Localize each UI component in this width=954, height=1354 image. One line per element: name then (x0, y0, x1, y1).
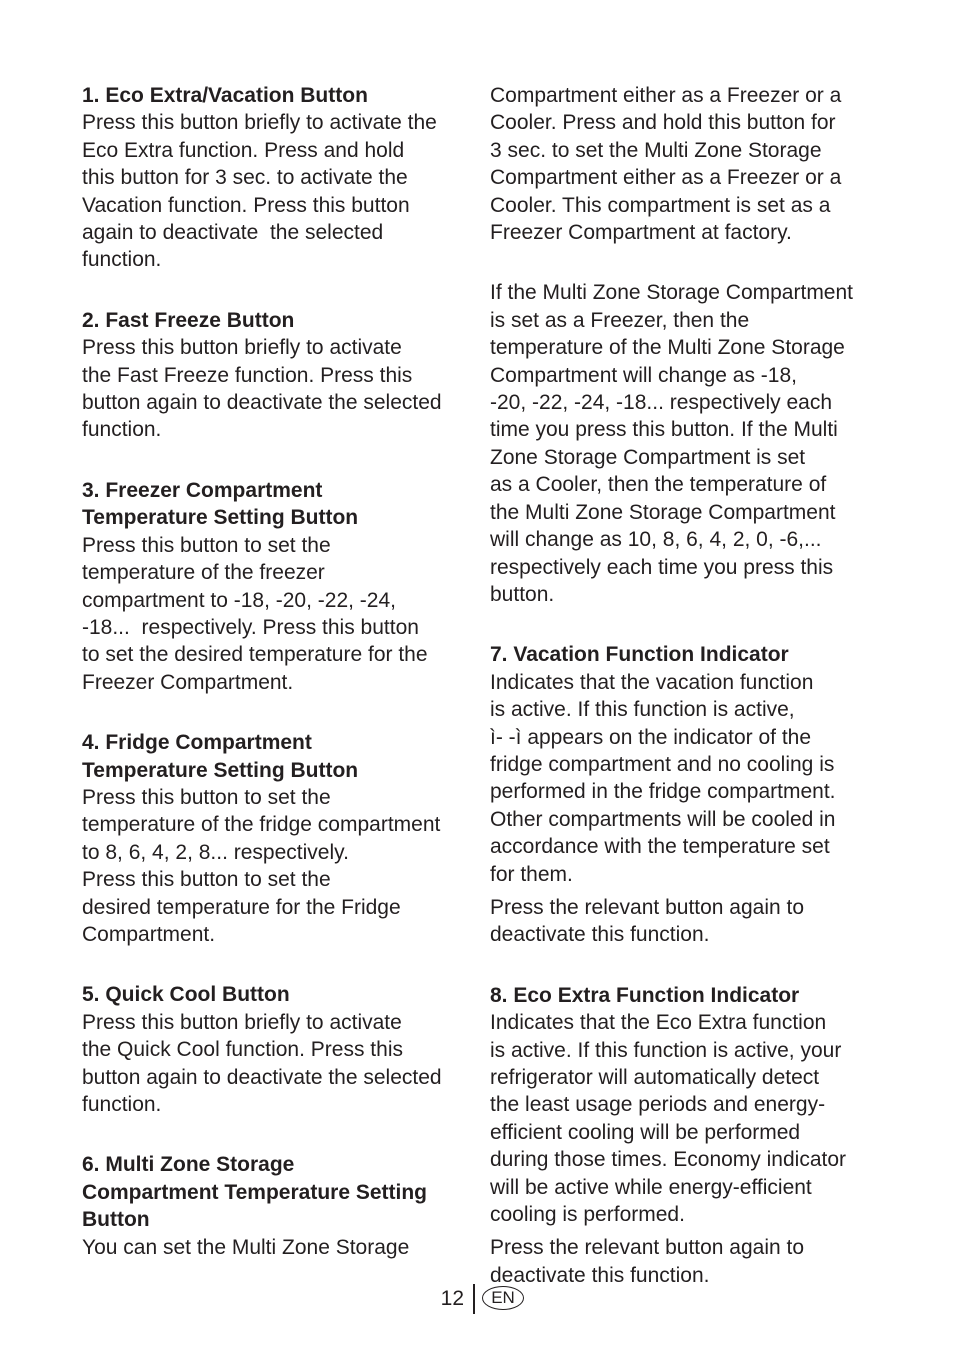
text-line: button again to deactivate the selected (82, 1065, 442, 1089)
text-line: cooling is performed. (490, 1203, 685, 1227)
text-line: this button for 3 sec. to activate the (82, 166, 408, 190)
text-line: Press this button briefly to activate (82, 336, 402, 360)
text-line: temperature of the fridge compartment (82, 813, 441, 837)
manual-section (490, 982, 880, 1289)
manual-section (490, 82, 880, 246)
text-line: deactivate this function. (490, 1263, 710, 1287)
text-line: Press this button to set the (82, 785, 331, 809)
body-paragraph (490, 279, 880, 608)
text-line: will be active while energy-efficient (490, 1175, 812, 1199)
text-line: compartment to -18, -20, -22, -24, (82, 588, 396, 612)
text-line: If the Multi Zone Storage Compartment (490, 281, 853, 305)
text-line: Zone Storage Compartment is set (490, 445, 806, 469)
text-line: as a Cooler, then the temperature of (490, 473, 827, 497)
body-paragraph (82, 334, 470, 444)
text-line: respectively each time you press this (490, 555, 834, 579)
text-line: ì- -ì appears on the indicator of the (490, 725, 812, 749)
section-heading: 7. Vacation Function Indicator (490, 643, 789, 667)
left-column (82, 82, 470, 1294)
manual-section (82, 82, 470, 274)
text-line: the Quick Cool function. Press this (82, 1038, 403, 1062)
text-line: function. (82, 418, 162, 442)
manual-section (490, 641, 880, 948)
section-heading: 1. Eco Extra/Vacation Button (82, 84, 368, 107)
text-line: Press this button briefly to activate the (82, 111, 437, 135)
text-line: to set the desired temperature for the (82, 643, 428, 667)
body-paragraph (490, 894, 880, 949)
body-paragraph (82, 532, 470, 696)
manual-section (82, 477, 470, 696)
body-paragraph (490, 1234, 880, 1289)
text-line: Vacation function. Press this button (82, 193, 410, 217)
body-paragraph (490, 82, 880, 246)
body-paragraph (490, 1009, 880, 1228)
text-line: You can set the Multi Zone Storage (82, 1235, 410, 1259)
text-line: function. (82, 248, 162, 272)
text-line: time you press this button. If the Multi (490, 418, 838, 442)
text-line: Compartment. (82, 922, 216, 946)
language-badge: EN (482, 1286, 524, 1310)
text-line: Press the relevant button again to (490, 1236, 805, 1260)
text-line: Compartment either as a Freezer or a (490, 166, 842, 190)
text-line: for them. (490, 862, 573, 886)
section-heading: Temperature Setting Button (82, 758, 359, 782)
body-paragraph (82, 109, 470, 273)
text-line: refrigerator will automatically detect (490, 1066, 820, 1089)
text-line: Press this button to set the (82, 868, 331, 892)
text-line: accordance with the temperature set (490, 835, 830, 859)
text-line: again to deactivate the selected (82, 221, 384, 245)
text-line: temperature of the Multi Zone Storage (490, 336, 845, 360)
text-line: Press this button briefly to activate (82, 1010, 402, 1034)
body-paragraph (490, 669, 880, 888)
text-line: the Fast Freeze function. Press this (82, 363, 413, 387)
section-heading: Temperature Setting Button (82, 506, 359, 530)
text-line: Compartment either as a Freezer or a (490, 84, 842, 107)
text-line: Freezer Compartment. (82, 670, 294, 694)
page-number: 12 (440, 1287, 464, 1310)
text-line: Other compartments will be cooled in (490, 807, 836, 831)
section-heading: 4. Fridge Compartment (82, 731, 312, 755)
manual-section (82, 729, 470, 948)
text-line: Press the relevant button again to (490, 895, 805, 919)
section-heading: 5. Quick Cool Button (82, 983, 290, 1007)
text-line: during those times. Economy indicator (490, 1148, 847, 1172)
footer-divider (473, 1284, 475, 1314)
text-line: desired temperature for the Fridge (82, 895, 401, 919)
text-line: is set as a Freezer, then the (490, 308, 750, 332)
text-line: Compartment will change as -18, (490, 363, 797, 387)
text-line: Indicates that the Eco Extra function (490, 1011, 827, 1035)
page-footer (0, 1284, 954, 1314)
right-column (490, 82, 880, 1322)
text-line: the least usage periods and energy- (490, 1093, 826, 1117)
text-line: function. (82, 1093, 162, 1116)
text-line: is active. If this function is active, your (490, 1038, 842, 1062)
manual-section (82, 981, 470, 1118)
manual-section (82, 307, 470, 444)
text-line: -18... respectively. Press this button (82, 615, 419, 639)
section-heading: Button (82, 1208, 150, 1232)
text-line: button. (490, 582, 555, 606)
manual-section (82, 1151, 470, 1261)
text-line: is active. If this function is active, (490, 698, 795, 722)
text-line: temperature of the freezer (82, 561, 325, 585)
body-paragraph (82, 1009, 470, 1119)
section-heading: Compartment Temperature Setting (82, 1180, 427, 1204)
text-line: performed in the fridge compartment. (490, 780, 836, 804)
text-line: will change as 10, 8, 6, 4, 2, 0, -6,... (490, 528, 822, 552)
section-heading: 6. Multi Zone Storage (82, 1153, 295, 1177)
text-line: to 8, 6, 4, 2, 8... respectively. (82, 840, 349, 864)
section-heading: 3. Freezer Compartment (82, 478, 323, 502)
text-line: Cooler. Press and hold this button for (490, 111, 836, 135)
manual-section (490, 279, 880, 608)
text-line: Cooler. This compartment is set as a (490, 193, 831, 217)
text-line: button again to deactivate the selected (82, 391, 442, 415)
text-line: fridge compartment and no cooling is (490, 752, 835, 776)
text-line: Freezer Compartment at factory. (490, 221, 792, 245)
section-heading: 8. Eco Extra Function Indicator (490, 983, 800, 1007)
text-line: the Multi Zone Storage Compartment (490, 500, 836, 524)
text-line: 3 sec. to set the Multi Zone Storage (490, 138, 822, 162)
text-line: Indicates that the vacation function (490, 670, 814, 694)
text-line: Eco Extra function. Press and hold (82, 138, 405, 162)
text-line: Press this button to set the (82, 533, 331, 557)
body-paragraph (82, 784, 470, 948)
text-line: -20, -22, -24, -18... respectively each (490, 391, 832, 415)
section-heading: 2. Fast Freeze Button (82, 308, 295, 332)
body-paragraph (82, 1234, 470, 1261)
text-line: efficient cooling will be performed (490, 1120, 801, 1144)
text-line: deactivate this function. (490, 923, 710, 947)
